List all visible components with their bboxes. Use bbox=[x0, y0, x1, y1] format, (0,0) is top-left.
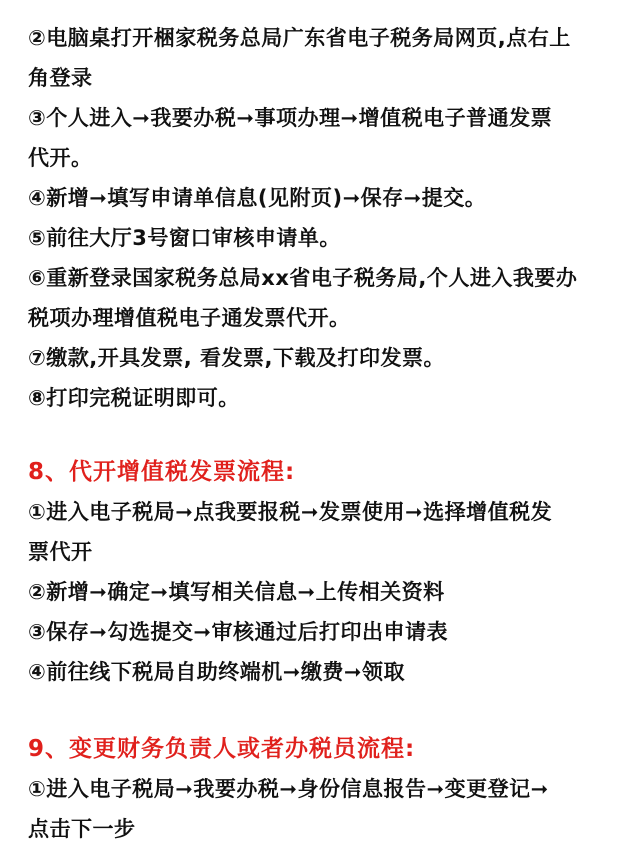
step-line: ③保存➞勾选提交➞审核通过后打印出申请表 bbox=[28, 620, 448, 644]
step-line: ②新增➞确定➞填写相关信息➞上传相关资料 bbox=[28, 580, 445, 604]
step-line: ⑦缴款,开具发票, 看发票,下载及打印发票。 bbox=[28, 346, 446, 370]
section-vat-invoice-process bbox=[28, 452, 628, 692]
step-line: ③个人进入➞我要办税➞事项办理➞增值税电子普通发票 bbox=[28, 106, 553, 130]
step-line: ⑥重新登录国家税务总局xx省电子税务局,个人进入我要办 bbox=[28, 266, 578, 290]
section-heading: 8、代开增值税发票流程: bbox=[28, 459, 296, 485]
step-line: 角登录 bbox=[28, 66, 93, 90]
step-line: 代开。 bbox=[28, 146, 93, 170]
step-line: ①进入电子税局➞点我要报税➞发票使用➞选择增值税发 bbox=[28, 500, 553, 524]
step-line: 点击下一步 bbox=[28, 817, 136, 841]
step-line: ④新增➞填写申请单信息(见附页)➞保存➞提交。 bbox=[28, 186, 487, 210]
step-line: 票代开 bbox=[28, 540, 93, 564]
section-steps-continued bbox=[28, 18, 628, 418]
section-heading: 9、变更财务负责人或者办税员流程: bbox=[28, 736, 416, 762]
step-line: ④前往线下税局自助终端机➞缴费➞领取 bbox=[28, 660, 405, 684]
step-line: ①进入电子税局➞我要办税➞身份信息报告➞变更登记➞ bbox=[28, 777, 549, 801]
step-line: ⑧打印完税证明即可。 bbox=[28, 386, 240, 410]
step-line: ②电脑桌打开梱家税务总局广东省电子税务局网页,点右上 bbox=[28, 26, 571, 50]
step-line: ⑤前往大厅3号窗口审核申请单。 bbox=[28, 226, 341, 250]
section-change-tax-officer-process bbox=[28, 729, 628, 849]
step-line: 税项办理增值税电子通发票代开。 bbox=[28, 306, 351, 330]
